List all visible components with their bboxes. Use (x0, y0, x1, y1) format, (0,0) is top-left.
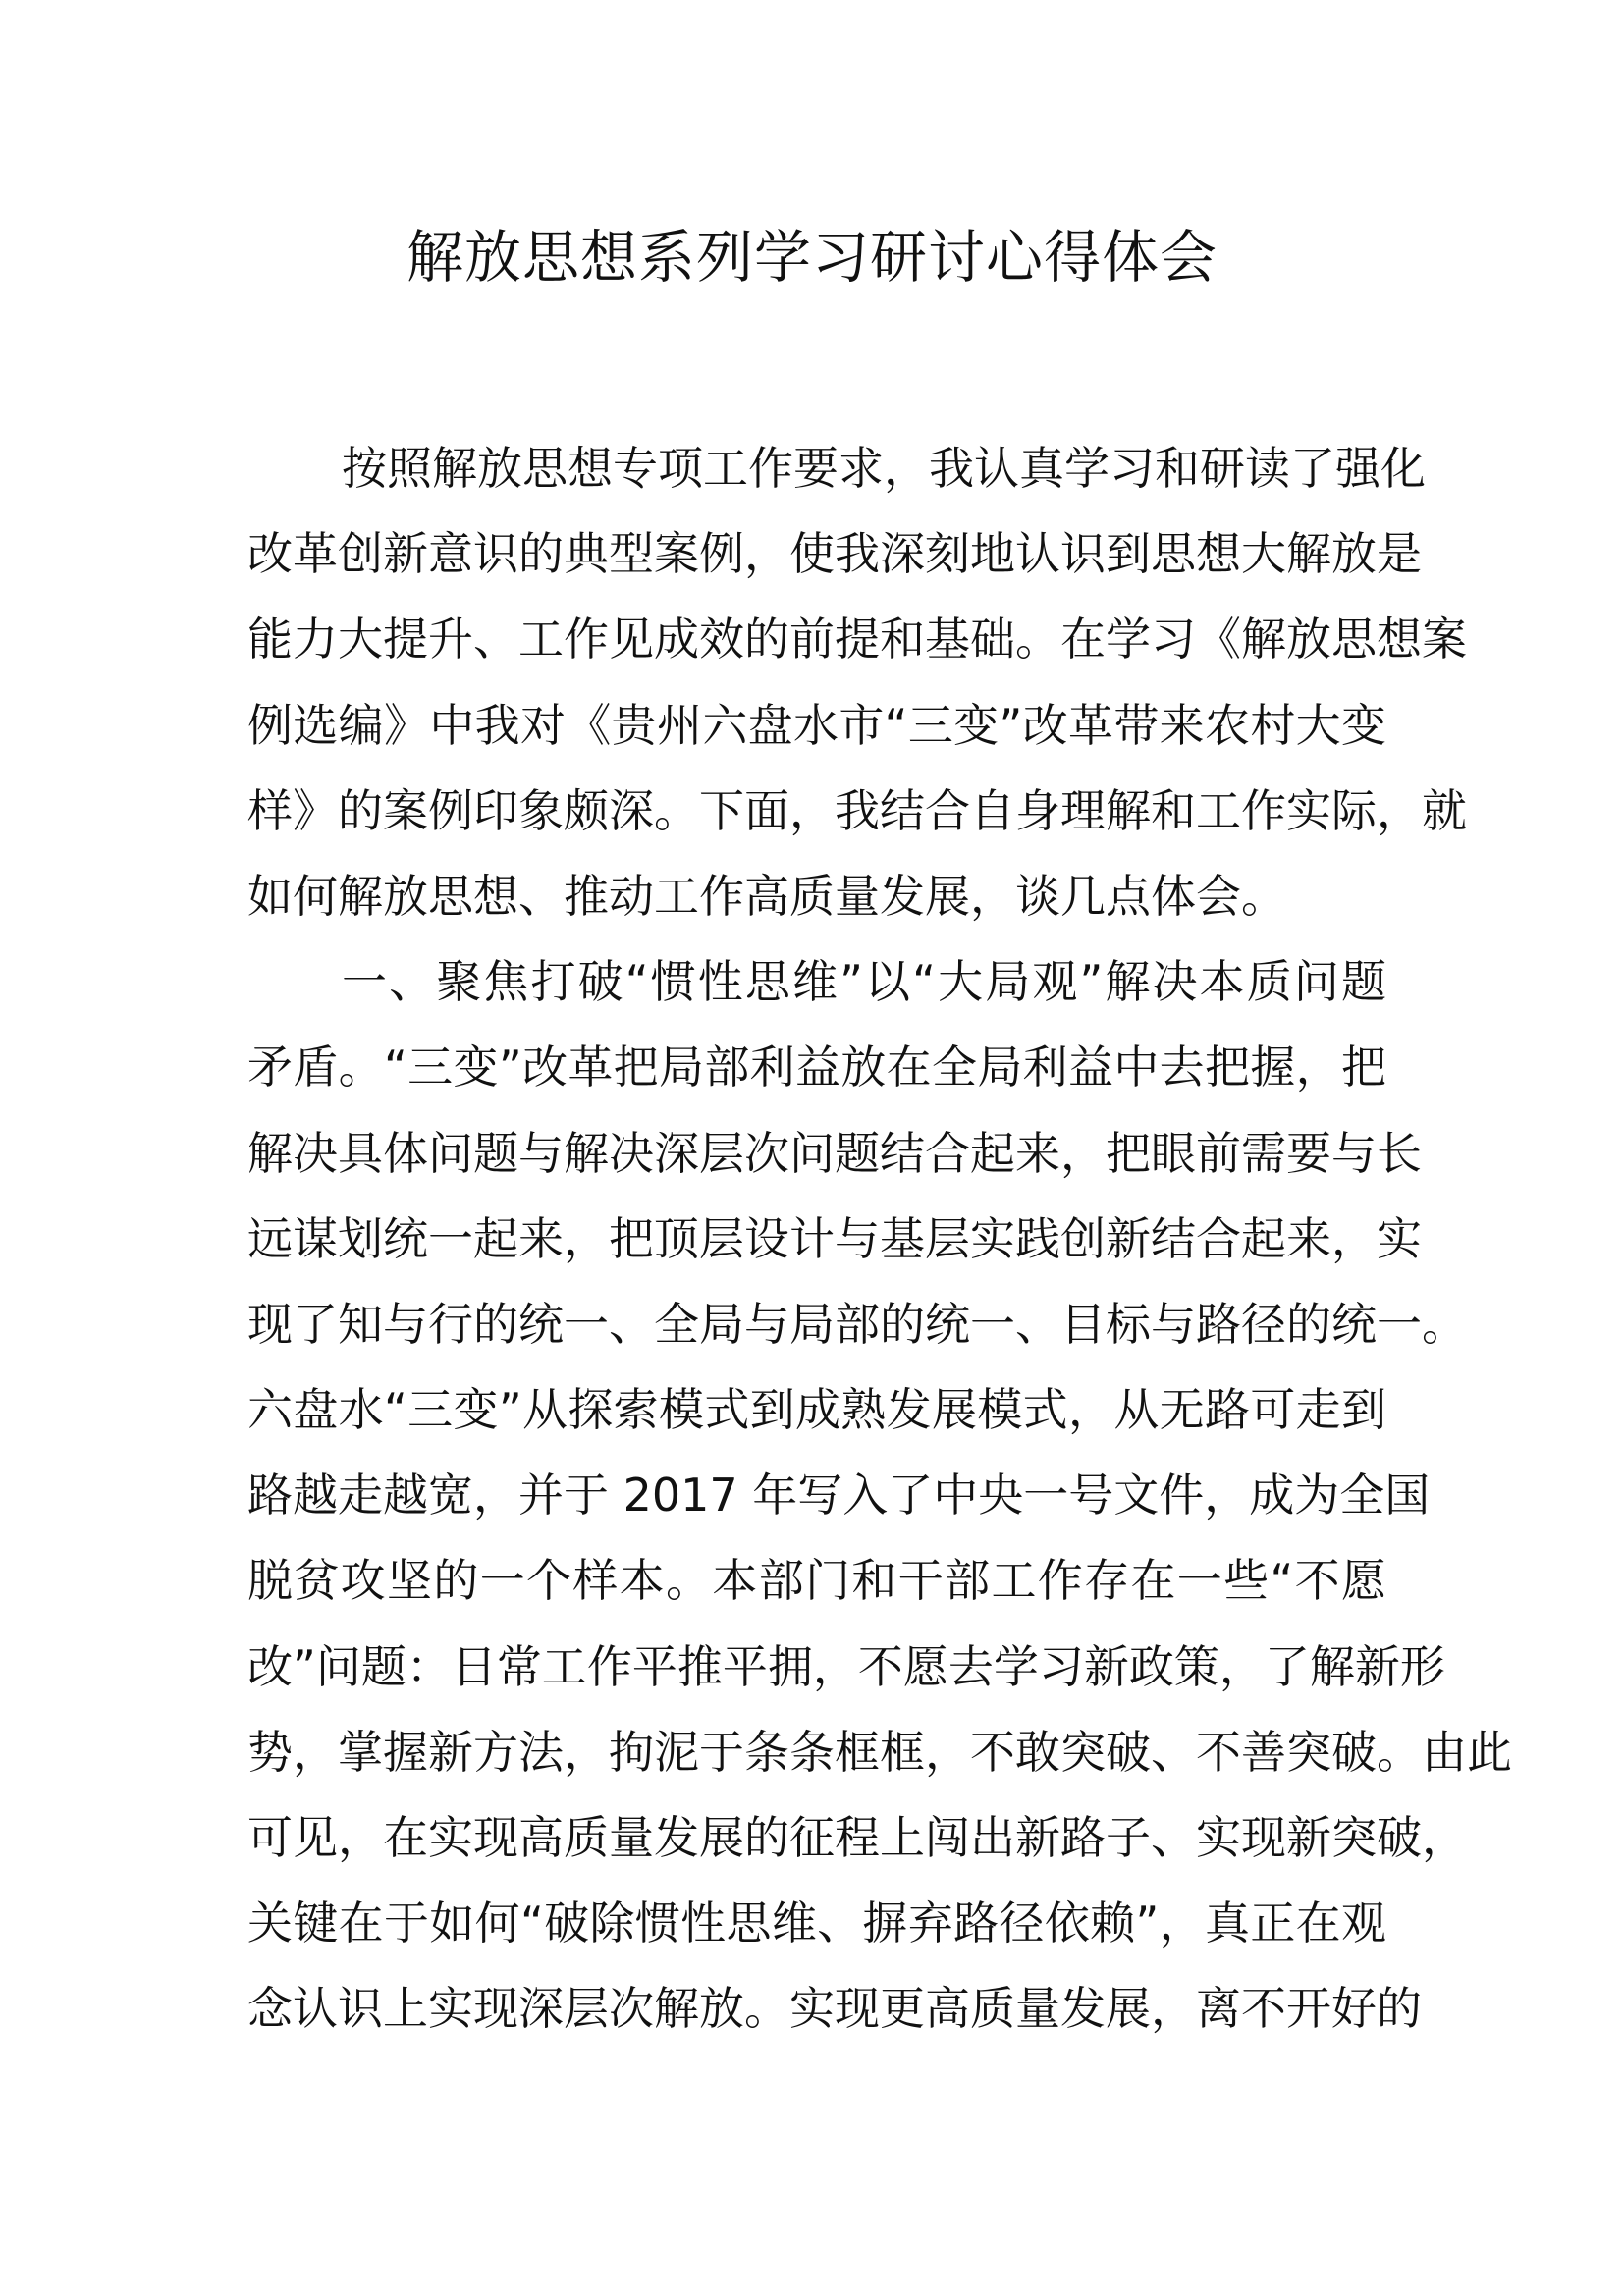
text-line: 势，掌握新方法，拘泥于条条框框，不敢突破、不善突破。由此 (247, 1725, 1512, 1779)
text-line: 念认识上实现深层次解放。实现更高质量发展，离不开好的 (247, 1982, 1422, 2036)
text-line: 解决具体问题与解决深层次问题结合起来，把眼前需要与长 (247, 1126, 1422, 1180)
text-line: 按照解放思想专项工作要求，我认真学习和研读了强化 (342, 442, 1426, 495)
text-line: 脱贫攻坚的一个样本。本部门和干部工作存在一些“不愿 (247, 1554, 1386, 1608)
text-line: 可见，在实现高质量发展的征程上闯出新路子、实现新突破， (247, 1811, 1467, 1864)
text-line: 矛盾。“三变”改革把局部利益放在全局利益中去把握，把 (247, 1041, 1386, 1095)
section-heading-line: 一、聚焦打破“惯性思维”以“大局观”解决本质问题 (342, 955, 1386, 1009)
text-line: 现了知与行的统一、全局与局部的统一、目标与路径的统一。 (247, 1297, 1467, 1351)
text-line: 例选编》中我对《贵州六盘水市“三变”改革带来农村大变 (247, 698, 1386, 752)
text-line: 样》的案例印象颇深。下面，我结合自身理解和工作实际，就 (247, 783, 1467, 837)
document-body (247, 426, 1512, 2053)
text-line: 六盘水“三变”从探索模式到成熟发展模式，从无路可走到 (247, 1383, 1386, 1437)
text-line: 路越走越宽，并于 2017 年写入了中央一号文件，成为全国 (247, 1468, 1431, 1522)
text-line: 能力大提升、工作见成效的前提和基础。在学习《解放思想案 (247, 613, 1467, 667)
document-title: 解放思想系列学习研讨心得体会 (406, 224, 1218, 291)
text-line: 改革创新意识的典型案例，使我深刻地认识到思想大解放是 (247, 527, 1422, 581)
text-line: 改”问题：日常工作平推平拥，不愿去学习新政策，了解新形 (247, 1639, 1445, 1693)
paragraph-1 (247, 426, 1467, 939)
text-line: 远谋划统一起来，把顶层设计与基层实践创新结合起来，实 (247, 1211, 1422, 1265)
text-line: 如何解放思想、推动工作高质量发展，谈几点体会。 (247, 869, 1286, 923)
paragraph-2 (247, 939, 1512, 2052)
text-line: 关键在于如何“破除惯性思维、摒弃路径依赖”，真正在观 (247, 1896, 1386, 1950)
